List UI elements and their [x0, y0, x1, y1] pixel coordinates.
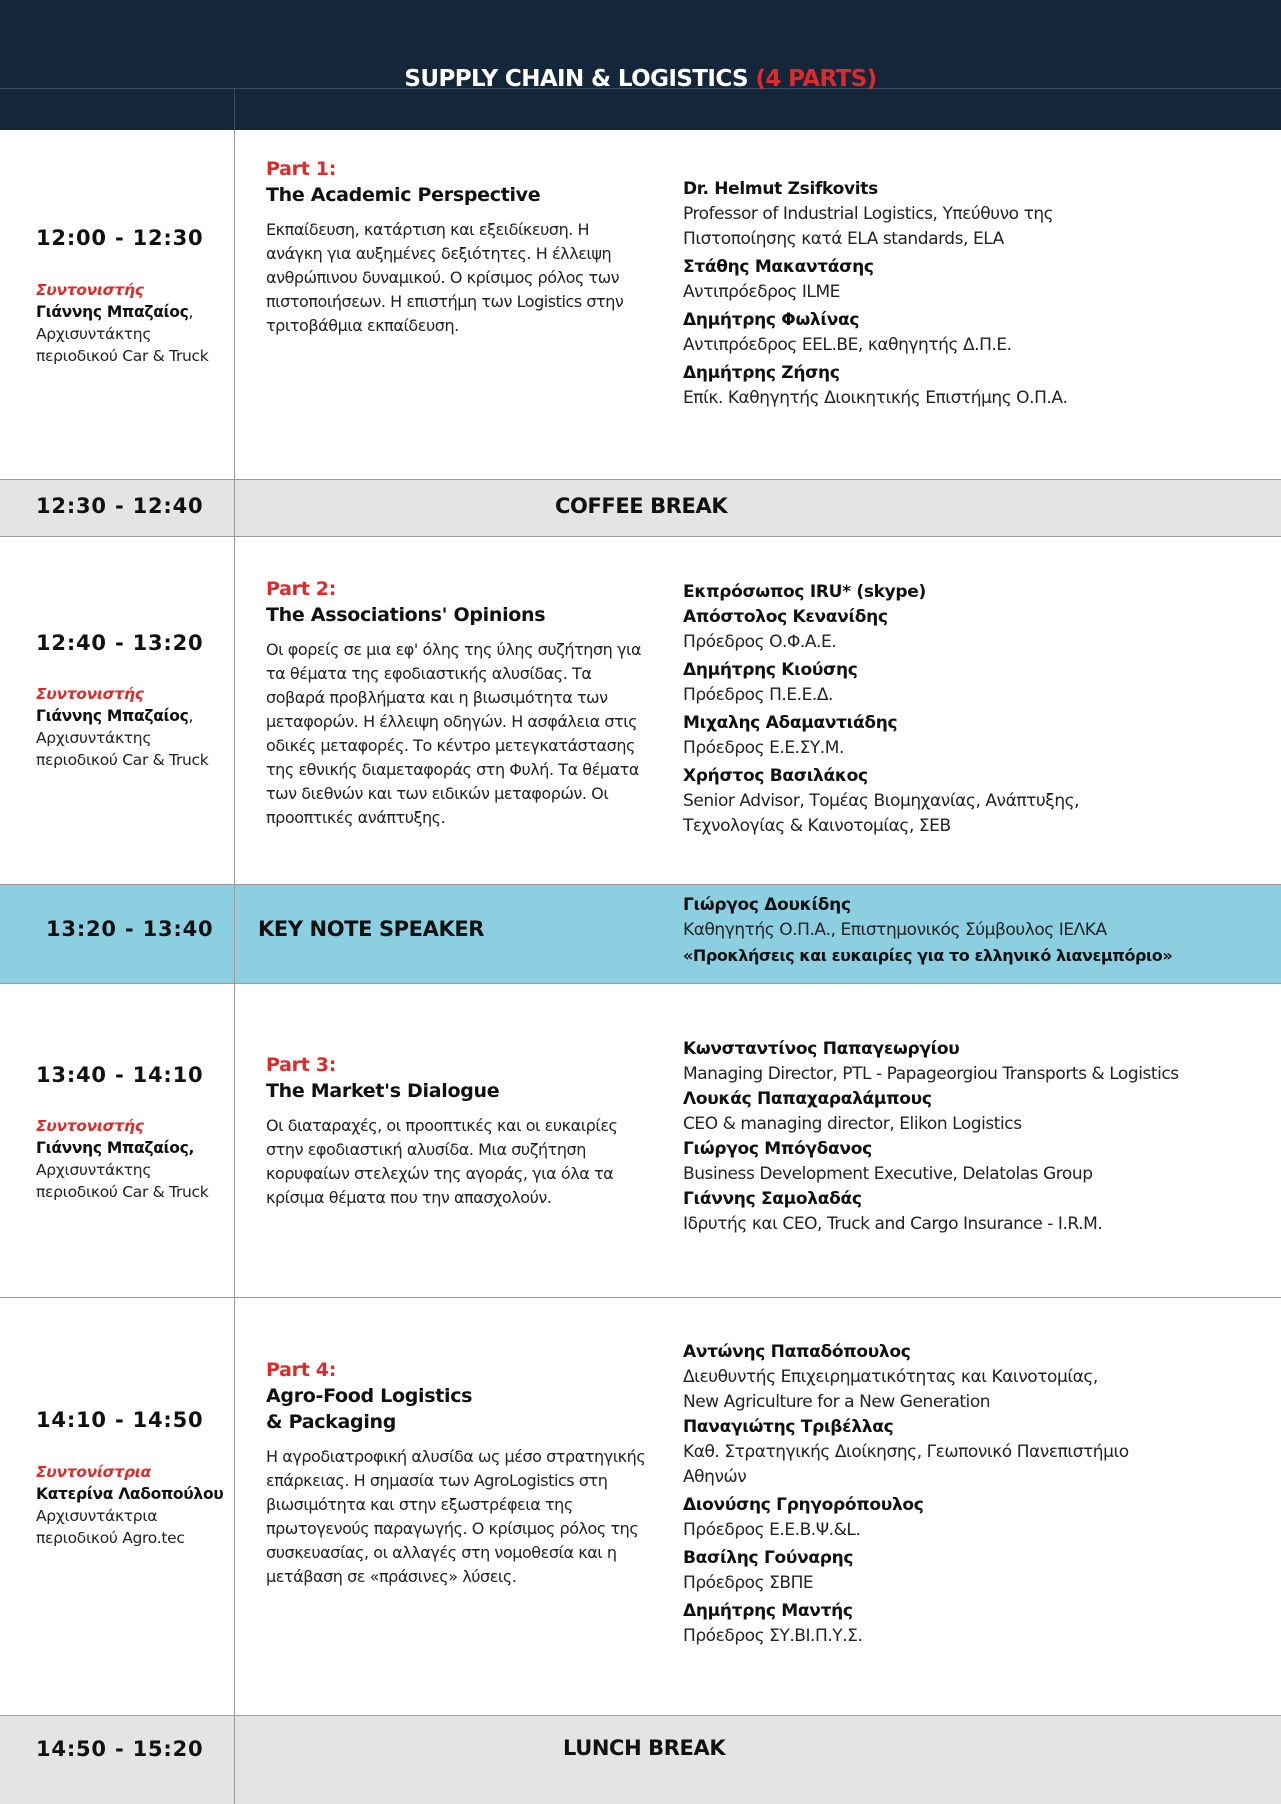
part-block	[266, 156, 646, 338]
part-label: Part 1:	[266, 158, 337, 180]
part-block	[266, 1052, 636, 1210]
moderator-name: Κατερίνα Λαδοπούλου	[36, 1485, 224, 1503]
speaker-role: Διευθυντής Επιχειρηματικότητας και Καινοτομίας, New Agriculture for a New Generation	[683, 1367, 1098, 1412]
moderator-sep: ,	[188, 707, 194, 725]
speaker-name: Δημήτρης Φωλίνας	[683, 310, 860, 330]
speaker-role: Αντιπρόεδρος ILME	[683, 282, 840, 302]
speaker-role: Πρόεδρος ΣΥ.ΒΙ.Π.Υ.Σ.	[683, 1626, 863, 1646]
speaker-role: Managing Director, PTL - Papageorgiou Transports & Logistics	[683, 1064, 1179, 1084]
speaker-role: CEO & managing director, Elikon Logistics	[683, 1114, 1022, 1134]
speaker-list	[683, 580, 1243, 842]
part-title: The Academic Perspective	[266, 184, 541, 206]
keynote-time: 13:20 - 13:40	[46, 917, 214, 941]
speaker	[683, 1546, 1243, 1596]
speaker	[683, 1087, 1273, 1137]
row-separator	[0, 536, 1281, 537]
title-main: SUPPLY CHAIN & LOGISTICS	[404, 66, 749, 92]
speaker-name: Παναγιώτης Τριβέλλας	[683, 1417, 894, 1437]
speaker	[683, 1340, 1243, 1415]
speaker-name: Βασίλης Γούναρης	[683, 1548, 854, 1568]
part-label: Part 3:	[266, 1054, 337, 1076]
speaker-role: Καθ. Στρατηγικής Διοίκησης, Γεωπονικό Πανεπιστήμιο Αθηνών	[683, 1442, 1129, 1487]
moderator-role: Συντονίστρια	[36, 1463, 151, 1481]
session-time: 12:00 - 12:30	[36, 226, 204, 250]
speaker-name: Μιχαλης Αδαμαντιάδης	[683, 713, 898, 733]
moderator-desc: Αρχισυντάκτης	[36, 729, 152, 747]
speaker-list	[683, 1340, 1243, 1652]
part-description: Οι διαταραχές, οι προοπτικές και οι ευκαιρίες στην εφοδιαστική αλυσίδα. Μια συζήτηση κορυφαίων στελεχών της αγοράς, για όλα τα κρίσιμα θέματα που την απασχολούν.	[266, 1116, 618, 1207]
moderator-name-line	[36, 1483, 226, 1505]
row-separator	[0, 1715, 1281, 1716]
row-separator	[0, 479, 1281, 480]
session-time: 14:10 - 14:50	[36, 1408, 204, 1432]
speaker-role: Πρόεδρος Π.Ε.Ε.Δ.	[683, 685, 833, 705]
page-header	[0, 0, 1281, 130]
break-label: COFFEE BREAK	[555, 494, 728, 518]
session-time: 12:40 - 13:20	[36, 631, 204, 655]
moderator-sep: ,	[188, 303, 194, 321]
speaker-role: Πρόεδρος Ε.Ε.ΣΥ.Μ.	[683, 738, 844, 758]
part-description: Οι φορείς σε μια εφ' όλης της ύλης συζήτηση για τα θέματα της εφοδιαστικής αλυσίδας. Τα σοβαρά προβλήματα και η βιωσιμότητα των μεταφορών. Η έλλειψη οδηγών. Η ασφάλεια στις οδικές μεταφορές. Το κέντρο μετεγκατάστασης της εθνικής διαμεταφοράς στη Φυλή. Τα θέματα των διεθνών και των ειδικών μεταφορών. Οι προοπτικές ανάπτυξης.	[266, 640, 642, 827]
part-title: Agro-Food Logistics	[266, 1385, 473, 1407]
speaker-name: Κωνσταντίνος Παπαγεωργίου	[683, 1039, 960, 1059]
speaker-role: Πρόεδρος ΣΒΠΕ	[683, 1573, 814, 1593]
speaker-name: Χρήστος Βασιλάκος	[683, 766, 868, 786]
speaker	[683, 1415, 1243, 1490]
moderator-name: Γιάννης Μπαζαίος	[36, 303, 189, 321]
part-label: Part 4:	[266, 1359, 337, 1381]
speaker-name: Απόστολος Κενανίδης	[683, 607, 888, 627]
moderator-name-line	[36, 705, 226, 727]
speaker-name: Γιώργος Δουκίδης	[683, 895, 851, 915]
speaker-name: Διονύσης Γρηγορόπουλος	[683, 1495, 924, 1515]
part-title: The Associations' Opinions	[266, 604, 546, 626]
speaker-list	[683, 1037, 1273, 1237]
speaker	[683, 580, 1243, 605]
speaker	[683, 764, 1243, 839]
speaker	[683, 1137, 1273, 1187]
speaker-name: Δημήτρης Μαντής	[683, 1601, 853, 1621]
speaker	[683, 361, 1243, 411]
moderator-desc: περιοδικού Agro.tec	[36, 1529, 185, 1547]
moderator-role: Συντονιστής	[36, 685, 144, 703]
part-description: Εκπαίδευση, κατάρτιση και εξειδίκευση. Η ανάγκη για αυξημένες δεξιότητες. Η έλλειψη ανθρώπινου δυναμικού. Ο κρίσιμος ρόλος των πιστοποιήσεων. Η επιστήμη των Logistics στην τριτοβάθμια εκπαίδευση.	[266, 220, 624, 335]
speaker	[683, 605, 1243, 655]
moderator-role: Συντονιστής	[36, 1117, 144, 1135]
speaker-role: Πρόεδρος Ε.Ε.Β.Ψ.&L.	[683, 1520, 861, 1540]
moderator	[36, 279, 226, 367]
break-time: 14:50 - 15:20	[36, 1737, 204, 1761]
part-title: The Market's Dialogue	[266, 1080, 500, 1102]
title-accent: (4 PARTS)	[755, 66, 877, 92]
part-block	[266, 1357, 656, 1589]
moderator-name-line	[36, 1137, 226, 1159]
speaker-name: Λουκάς Παπαχαραλάμπους	[683, 1089, 932, 1109]
speaker	[683, 1599, 1243, 1649]
keynote-speaker	[683, 893, 1273, 968]
break-label: LUNCH BREAK	[563, 1736, 726, 1760]
moderator-desc: περιοδικού Car & Truck	[36, 1183, 209, 1201]
moderator	[36, 1461, 226, 1549]
moderator-desc: περιοδικού Car & Truck	[36, 347, 209, 365]
moderator-desc: Αρχισυντάκτης	[36, 1161, 152, 1179]
speaker	[683, 255, 1243, 305]
speaker-role: Επίκ. Καθηγητής Διοικητικής Επιστήμης Ο.Π.Α.	[683, 388, 1068, 408]
speaker-role: Καθηγητής Ο.Π.Α., Επιστημονικός Σύμβουλος ΙΕΛΚΑ	[683, 920, 1107, 940]
speaker-name: Δημήτρης Κιούσης	[683, 660, 858, 680]
speaker-name: Αντώνης Παπαδόπουλος	[683, 1342, 911, 1362]
keynote-talk-title: «Προκλήσεις και ευκαιρίες για το ελληνικό λιανεμπόριο»	[683, 946, 1173, 965]
moderator-desc: περιοδικού Car & Truck	[36, 751, 209, 769]
break-time: 12:30 - 12:40	[36, 494, 204, 518]
speaker-name: Εκπρόσωπος IRU* (skype)	[683, 582, 926, 602]
moderator	[36, 1115, 226, 1203]
speaker-name: Δημήτρης Ζήσης	[683, 363, 840, 383]
speaker-role: Αντιπρόεδρος EEL.BE, καθηγητής Δ.Π.Ε.	[683, 335, 1012, 355]
speaker-role: Ιδρυτής και CEO, Truck and Cargo Insurance - I.R.M.	[683, 1214, 1103, 1234]
speaker-name: Dr. Helmut Zsifkovits	[683, 179, 878, 199]
session-time: 13:40 - 14:10	[36, 1063, 204, 1087]
header-divider	[234, 88, 235, 130]
part-description: Η αγροδιατροφική αλυσίδα ως μέσο στρατηγικής επάρκειας. Η σημασία των AgroLogistics στη βιωσιμότητα και στην εξωστρέφεια της πρωτογενούς παραγωγής. Ο κρίσιμος ρόλος της συσκευασίας, οι αλλαγές στη νομοθεσία και η μετάβαση σε «πράσινες» λύσεις.	[266, 1447, 646, 1586]
speaker-role: Business Development Executive, Delatolas Group	[683, 1164, 1093, 1184]
speaker	[683, 177, 1243, 252]
speaker-name: Στάθης Μακαντάσης	[683, 257, 874, 277]
part-title: & Packaging	[266, 1411, 397, 1433]
speaker-name: Γιώργος Μπόγδανος	[683, 1139, 872, 1159]
moderator-name-line	[36, 301, 226, 323]
speaker	[683, 711, 1243, 761]
speaker-name: Γιάννης Σαμολαδάς	[683, 1189, 862, 1209]
speaker	[683, 1187, 1273, 1237]
part-label: Part 2:	[266, 578, 337, 600]
row-separator	[0, 1297, 1281, 1298]
speaker	[683, 1037, 1273, 1087]
speaker-role: Senior Advisor, Τομέας Βιομηχανίας, Ανάπτυξης, Τεχνολογίας & Καινοτομίας, ΣΕΒ	[683, 791, 1080, 836]
moderator-desc: Αρχισυντάκτης	[36, 325, 152, 343]
moderator-desc: Αρχισυντάκτρια	[36, 1507, 158, 1525]
moderator-name: Γιάννης Μπαζαίος	[36, 707, 189, 725]
page-title	[0, 66, 1281, 92]
speaker	[683, 1493, 1243, 1543]
row-separator	[0, 983, 1281, 984]
speaker-role: Professor of Industrial Logistics, Υπεύθυνο της Πιστοποίησης κατά ELA standards, ELA	[683, 204, 1054, 249]
speaker-role: Πρόεδρος Ο.Φ.Α.Ε.	[683, 632, 837, 652]
speaker	[683, 658, 1243, 708]
keynote-label: KEY NOTE SPEAKER	[258, 917, 485, 941]
speaker	[683, 308, 1243, 358]
part-block	[266, 576, 646, 830]
speaker-list	[683, 177, 1243, 414]
moderator-name: Γιάννης Μπαζαίος,	[36, 1139, 195, 1157]
column-divider	[234, 130, 235, 1804]
moderator	[36, 683, 226, 771]
moderator-role: Συντονιστής	[36, 281, 144, 299]
row-separator	[0, 884, 1281, 885]
